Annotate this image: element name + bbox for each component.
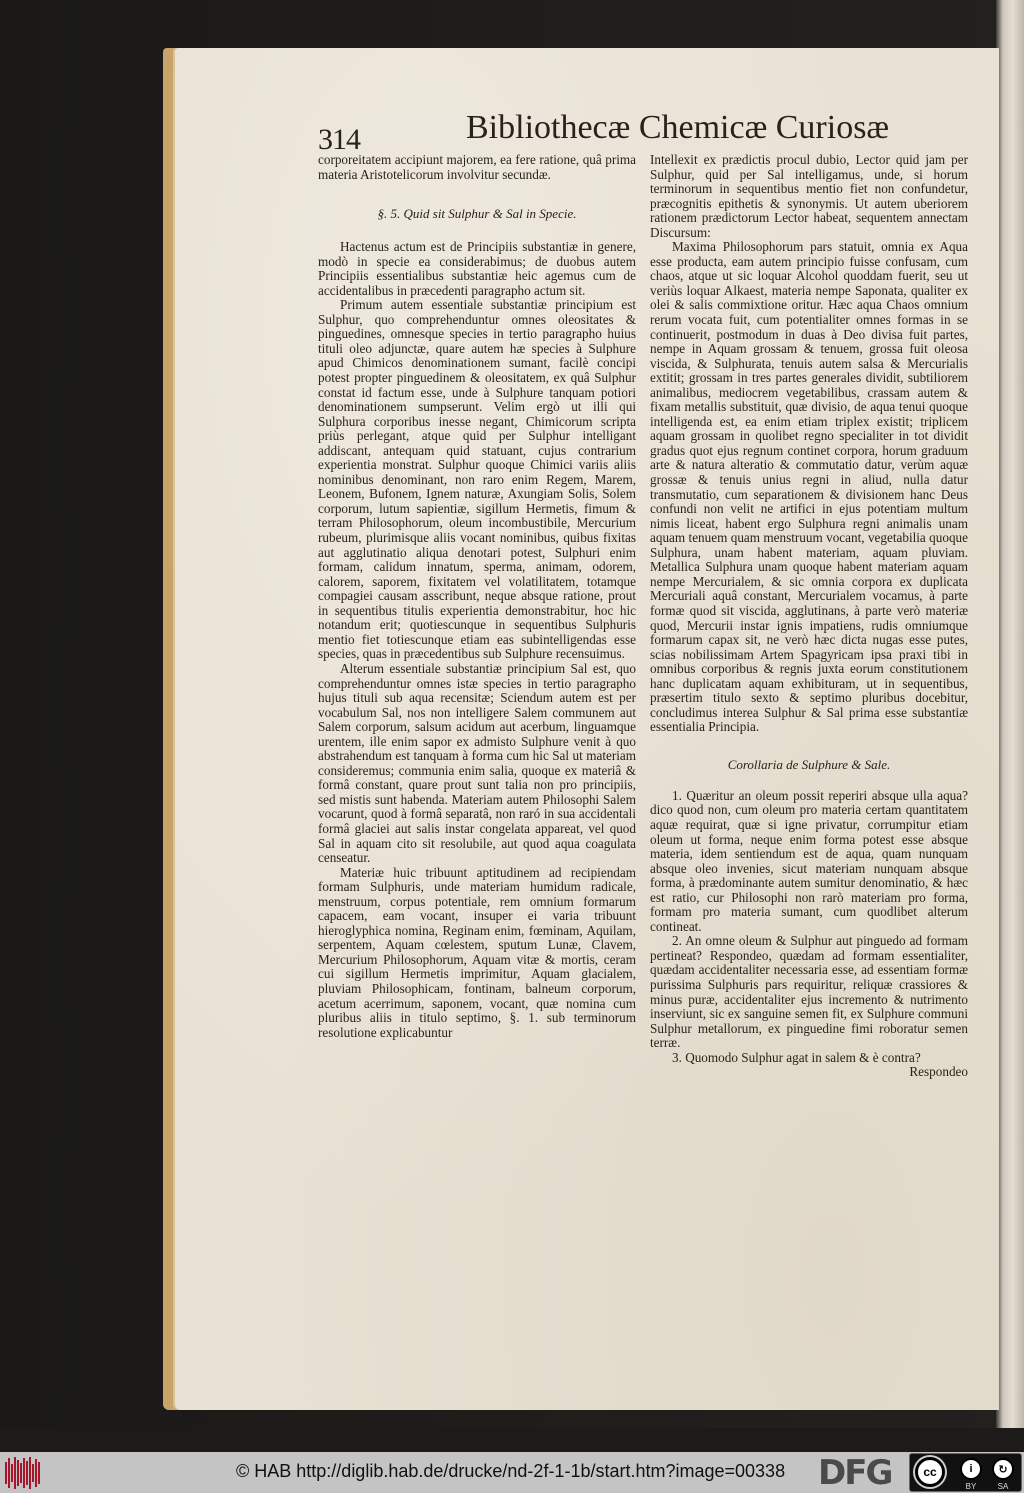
footer-bar bbox=[0, 1452, 1024, 1493]
cc-icon: cc bbox=[915, 1457, 945, 1487]
left-column bbox=[318, 153, 636, 1080]
running-title: Bibliothecæ Chemicæ Curiosæ bbox=[466, 109, 890, 146]
continuation-text: corporeitatem accipiunt majorem, ea fere ratione, quâ prima materia Aristotelicorum involvitur secundæ. bbox=[318, 152, 636, 182]
sa-label: SA bbox=[997, 1482, 1009, 1491]
paragraph: Hactenus actum est de Principiis substantiæ in genere, modò in specie ea considerabimus; de duobus autem Principiis essentialibus substantiæ heic agemus cum de accidentalibus in præcedenti paragrapho actum sit. bbox=[318, 239, 636, 298]
corollary: 1. Quæritur an oleum possit reperiri absque ulla aqua? dico quod non, cum oleum pro materia certam quantitatem aquæ requirat, quæ si igne privatur, corrumpitur etiam oleum ut forma, neque enim forma potest esse absque materia, idem sentiendum est de aqua, quam nunquam absque oleo invenies, sicut materiam nunquam absque forma, à prædominante autem sumitur denominatio, & hæc est ratio, cur Philosophi non rarò materiam pro forma, formam pro materia sumant, cum quodlibet alterum contineat. bbox=[650, 787, 968, 934]
corollaria-heading: Corollaria de Sulphure & Sale. bbox=[727, 756, 891, 772]
page-content bbox=[318, 109, 968, 1080]
book-page bbox=[163, 48, 999, 1410]
paragraph: Materiæ huic tribuunt aptitudinem ad recipiendam formam Sulphuris, unde materiam humidum radicale, menstruum, corpus potentiale, rem omnium formarum capacem, eam vocant, insuper ei varia tribuunt hieroglyphica nomina, Reginam enim, fœminam, Aquilam, serpentem, Aquam cœlestem, sputum Lunæ, Clavem, Mercurium Philosophorum, Aquam vitæ & mortis, ceram cui sigillum Hermetis imprimitur, Aquam glacialem, pluviam Philosophicam, fontinam, balneum corporum, acetum acerrimum, saponem, vocant, quæ nomina cum pluribus aliis in titulo septimo, §. 1. sub terminorum resolutione explicabuntur bbox=[318, 864, 636, 1040]
share-alike-icon: ↻ bbox=[992, 1458, 1014, 1480]
right-column bbox=[650, 153, 968, 1080]
facing-page-edge bbox=[996, 0, 1024, 1428]
catchword: Respondeo bbox=[909, 1064, 968, 1080]
cc-license-badge[interactable] bbox=[909, 1453, 1022, 1492]
attribution-icon: i bbox=[960, 1458, 982, 1480]
running-head bbox=[318, 109, 968, 156]
paragraph: Alterum essentiale substantiæ principium Sal est, quo comprehenduntur omnes istæ species in tertio paragrapho hujus tituli sub aqua recensitæ; Sciendum autem est per vocabulum Sal, nos non intelligere Salem communem aut Salem corporum, salsum acidum aut acerbum, linguamque urentem, ille enim sapor ex admisto Sulphure venit à quo abstrahendum est tanquam à forma cum hic Sal ut materiam consideremus; communia enim salia, quoque ex materiâ & formâ constant, quare prout sunt talia non pro principiis, sed mistis sunt habenda. Materiam autem Philosophi Salem vocarunt, quod à formâ separatâ, non raró in sua accidentali formâ glaciei aut salis instar congelata appareat, vel quod Sal in aquam cito sit resolubile, aut quod aqua coagulata censeatur. bbox=[318, 660, 636, 866]
copyright-link[interactable]: © HAB http://diglib.hab.de/drucke/nd-2f-1-1b/start.htm?image=00338 bbox=[236, 1461, 786, 1481]
dfg-logo[interactable]: DFG bbox=[818, 1453, 892, 1493]
corollary: 2. An omne oleum & Sulphur aut pinguedo ad formam pertineat? Respondeo, quædam ad formam essentialiter, quædam accidentaliter necessaria esse, ad essentiam formæ purissima Sulphuris pars requiritur, reliquæ crassiores & minus puræ, accidentaliter ejus incremento & nutrimento inserviunt, sic ex sanguine semen fit, ex Sulphure communi Sulphur metallorum, ex pinguedine fimi roboratur semen terræ. bbox=[650, 933, 968, 1051]
hab-logo-icon[interactable] bbox=[5, 1456, 47, 1490]
text-columns bbox=[318, 153, 968, 1080]
paragraph: Primum autem essentiale substantiæ principium est Sulphur, quo comprehenduntur omnes oleositates & pinguedines, omnesque species in tertio paragrapho huius tituli oleo adjunctæ, quare autem hæ species à Sulphure apud Chimicos denominationem sumant, facilè concipi potest propter pinguedinem & oleositatem, ex quâ Sulphur constat id factum esse, unde à Sulphure tanquam potiori denominationem sumpserunt. Velim ergò ut illi qui Sulphura corporibus inesse negant, Chimicorum scripta priùs perlegant, atque quid per Sulphur intelligant addiscant, antequam quid statuant, cujus contrarium experientia monstrat. Sulphur quoque Chimici variis aliis nominibus denominant, non raro enim Regem, Marem, Leonem, Bufonem, Ignem naturæ, Axungiam Solis, Solem corporum, lutum sapientiæ, sigillum Hermetis, fimum & terram Philosophorum, oleum incombustibile, Mercurium rubeum, plurimisque aliis vocant nominibus, quibus fixitas aut agglutinatio aliqua denotari potest, Sulphuri enim formam, calidum innatum, sperma, animam, odorem, calorem, saporem, fixitatem vel volatilitatem, totamque compagiei causam asscribunt, neque absque ratione, prout in sequentibus titulis experientia demonstrabitur, hoc hic notandum erit; quotiescunque in sequentibus Sulphuris mentio fiet totiescunque etiam eas subintelligendas esse species, quas in præcedentibus sub Sulphure recensuimus. bbox=[318, 297, 636, 662]
section-heading: §. 5. Quid sit Sulphur & Sal in Specie. bbox=[377, 206, 577, 222]
corollary: 3. Quomodo Sulphur agat in salem & è contra? bbox=[672, 1049, 921, 1065]
by-label: BY bbox=[965, 1482, 977, 1491]
paragraph: Maxima Philosophorum pars statuit, omnia ex Aqua esse producta, eam autem principio fuisse confusam, cum chaos, atque ut sic loquar Alcohol quoddam fuerit, seu ut veriùs loquar Alkaest, materia nempe Saponata, qualiter ex olei & salis commixtione oritur. Hæc aqua Chaos omnium rerum vocata fuit, cum potentialiter omnes formas in se continuerit, postmodum in duas à Deo divisa fuit partes, nempe in Aquam grossam & tenuem, grossa fuit oleosa viscida, & Sulphurata, tenuis autem salsa & Mercurialis extitit; grossam in tres partes generales dividit, subtiliorem animalibus, mediocrem vegetabilibus, crassam autem & fixam metallis substituit, quæ divisio, de aqua tenui quoque intelligenda est, ea enim etiam triplex existit; triplicem aquam grossam in quolibet regno specialiter in tot dividit gradus quot ejus regnum continet corpora, horum graduum arte & natura alteratio & commutatio datur, verùm aquæ grossæ & tenuis unius regni in aliud, nulla datur transmutatio, cum separationem & divisionem hanc Deus confundi non velit ne artifici in ejus potentiam multum nimis liceat, habent ergo Sulphura regni animalis unam aquam tenuem quam menstruum vocant, vegetabilia quoque Sulphura, unam habent materiam, aquam pluviam. Metallica Sulphura unam quoque habent materiam aquam nempe Mercurialem, & sic omnia corpora ex duplicata Mercuriali aquâ constant, Mercurialem vocamus, à parte formæ quod sit viscida, agglutinans, à parte verò materiæ quod, Mercurii instar ignis impatiens, rudis omniumque formarum capax sit, ne verò hæc dicta nugas esse putes, scias nobilissimam Artem Spagyricam ipsa praxi tibi in omnibus corporibus & regnis juxta eorum constitutionem hanc duplicatam aquam exhibituram, ut in sequentibus, præsertim titulo sexto & septimo pluribus docebitur, concludimus interea Sulphur & Sal prima esse substantiæ essentialia Principia. bbox=[650, 239, 968, 735]
page-number: 314 bbox=[318, 123, 360, 156]
continuation-text: Intellexit ex prædictis procul dubio, Lector quid jam per Sulphur, quid per Sal intelligamus, unde, si horum terminorum in sequentibus mentio fiet non confundetur, præcognitis epithetis & synonymis. Ut autem uberiorem rationem prædictorum Lector habeat, sequentem annectam Discursum: bbox=[650, 152, 968, 240]
